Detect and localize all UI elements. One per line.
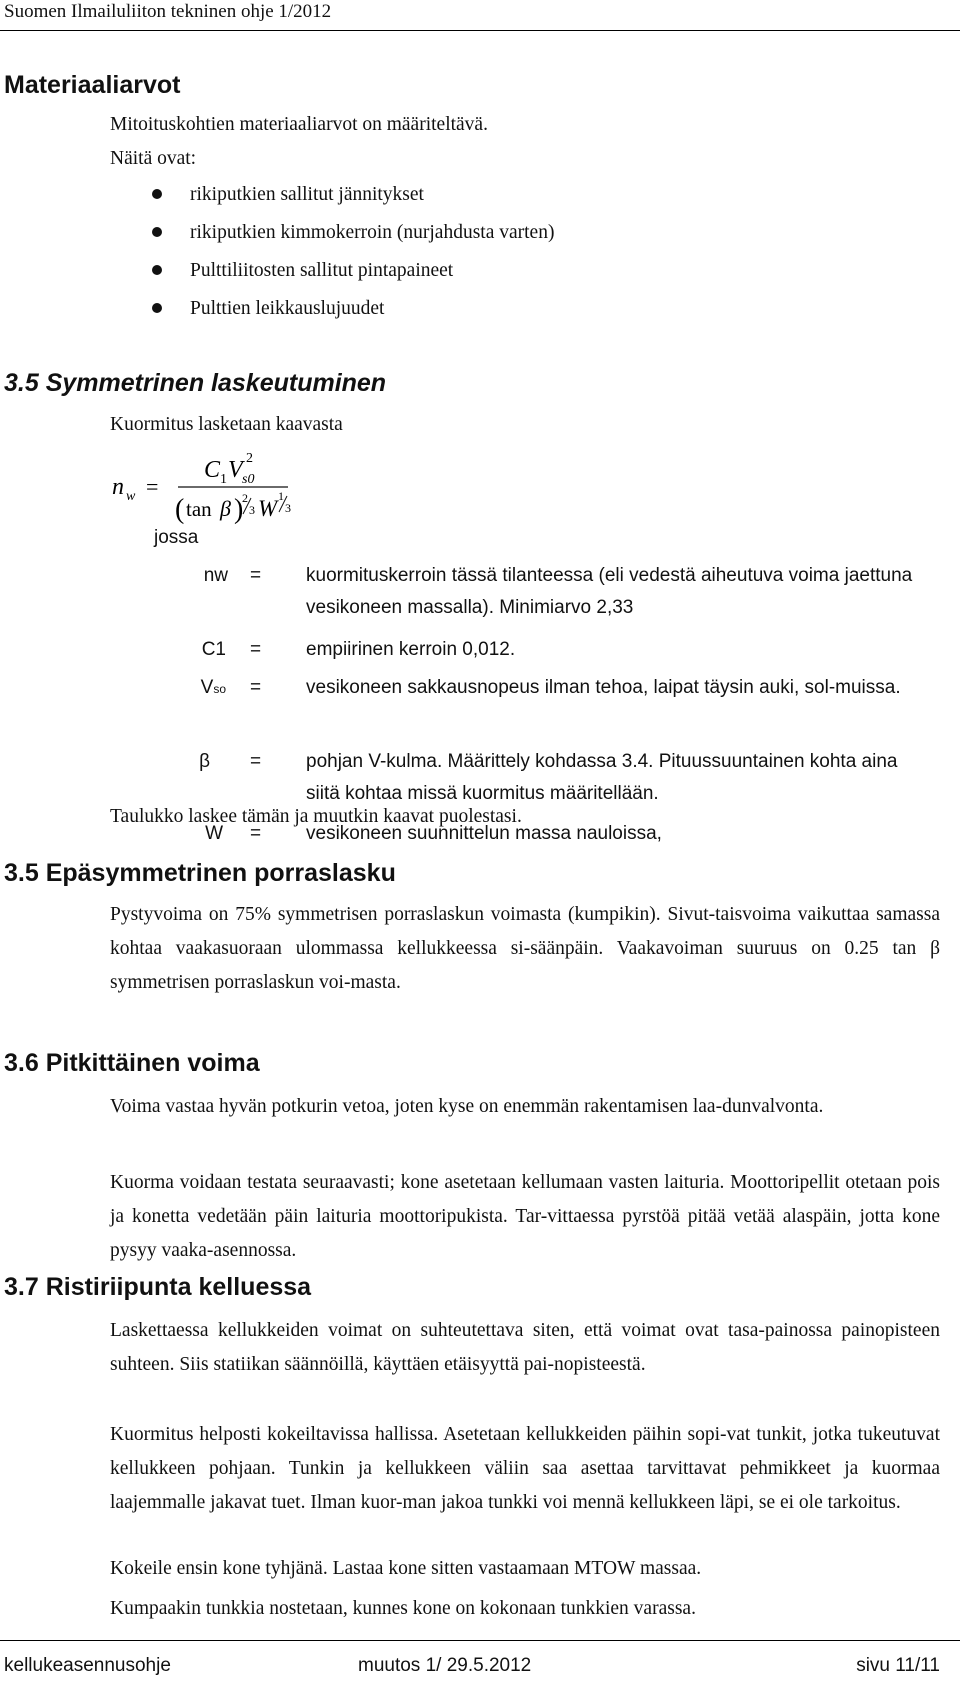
materials-bullet-list <box>110 178 554 330</box>
formula-svg <box>108 432 348 542</box>
definition-symbol: nw <box>203 565 228 586</box>
definition-text: vesikoneen suunnittelun massa nauloissa, <box>306 823 662 844</box>
definition-symbol: C1 <box>201 639 226 660</box>
bullet-icon <box>152 265 162 275</box>
definition-symbol-sub: so <box>213 682 226 696</box>
definition-equals: = <box>250 639 262 660</box>
formula-exp2-den: 3 <box>285 501 291 515</box>
definition-equals: = <box>250 565 262 586</box>
cross-brace-p3: Kokeile ensin kone tyhjänä. Lastaa kone sitten vastaamaan MTOW massaa. <box>110 1558 702 1579</box>
definition-symbol: Vso <box>200 677 226 698</box>
bullet-icon <box>152 227 162 237</box>
formula-num-v-sup: 2 <box>246 451 253 466</box>
section-title-cross-brace: 3.7 Ristiriipunta kelluessa <box>4 1273 312 1301</box>
definition-text: empiirinen kerroin 0,012. <box>306 639 516 660</box>
section-title-symmetric-landing: 3.5 Symmetrinen laskeutuminen <box>4 369 387 397</box>
section-title-materials: Materiaaliarvot <box>4 71 181 99</box>
formula-num-v-sub: s0 <box>242 472 255 487</box>
section-title-longitudinal-force: 3.6 Pitkittäinen voima <box>4 1049 260 1077</box>
formula-beta: β <box>220 496 231 521</box>
formula-lhs: n <box>112 474 124 500</box>
definition-text: pohjan V-kulma. Määrittely kohdassa 3.4. Pituussuuntainen kohta aina siitä kohtaa missä kuormitus määritellään. <box>306 751 898 804</box>
formula-exp2-num: 1 <box>278 489 284 503</box>
bullet-icon <box>152 303 162 313</box>
formula-num-c: C <box>204 457 221 483</box>
formula-exp1-den: 3 <box>249 503 255 517</box>
formula-lparen: ( <box>175 494 185 525</box>
longitudinal-p2: Kuorma voidaan testata seuraavasti; kone asetetaan kellumaan vasten laituria. Moottoripellit otetaan pois ja konetta vedetään päin laituria moottoripukista. Tar-vittaessa pyrstöä pitää vetää alaspäin, jotta kone pysyy vaaka-asennossa. <box>110 1172 940 1261</box>
footer-document-name: kellukeasennusohje <box>4 1655 171 1676</box>
cross-brace-p2: Kuormitus helposti kokeiltavissa hallissa. Asetetaan kellukkeiden päihin sopi-vat tunkit, jotka tukeutuvat kellukkeen pohjaan. Tunkin ja kellukkeen väliin saa asettaa tarvittavat pehmikkeet ja kuormaa laajemmalle jakavat tuet. Ilman kuor-man jakoa tunkki voi mennä kellukkeen läpi, se ei ole tarkoitus. <box>110 1424 940 1513</box>
list-item: Pulttien leikkauslujuudet <box>110 292 554 330</box>
formula-lhs-sub: w <box>126 489 136 504</box>
list-item: rikiputkien sallitut jännitykset <box>110 178 554 216</box>
definition-text: kuormituskerroin tässä tilanteessa (eli vedestä aiheutuva voima jaettuna vesikoneen massalla). Minimiarvo 2,33 <box>306 565 913 618</box>
list-item: rikiputkien kimmokerroin (nurjahdusta varten) <box>110 216 554 254</box>
section-title-asymmetric-landing: 3.5 Epäsymmetrinen porraslasku <box>4 859 396 887</box>
longitudinal-p1: Voima vastaa hyvän potkurin vetoa, joten kyse on enemmän rakentamisen laa-dunvalvonta. <box>110 1096 824 1117</box>
definition-text: vesikoneen sakkausnopeus ilman tehoa, laipat täysin auki, sol-muissa. <box>306 677 901 698</box>
page-header <box>0 0 960 31</box>
definition-equals: = <box>250 823 262 844</box>
formula-w: W <box>258 496 278 521</box>
sym-landing-intro: Kuormitus lasketaan kaavasta <box>110 414 343 435</box>
load-factor-formula <box>108 432 348 542</box>
cross-brace-p4: Kumpaakin tunkkia nostetaan, kunnes kone on kokonaan tunkkien varassa. <box>110 1598 696 1619</box>
footer-page-number: sivu 11/11 <box>856 1655 940 1676</box>
formula-num-c-sub: 1 <box>220 472 227 487</box>
definition-equals: = <box>250 677 262 698</box>
definition-symbol: β <box>199 751 210 772</box>
asym-landing-text: Pystyvoima on 75% symmetrisen porraslaskun voimasta (kumpikin). Sivut-taisvoima vaikuttaa samassa kohtaa vaakasuoraan ulommassa kellukkeessa si-säänpäin. Vaakavoiman suuruus on 0.25 tan β symmetrisen porraslaskun voi-masta. <box>110 904 940 993</box>
materials-lead: Näitä ovat: <box>110 148 197 169</box>
list-item: Pulttiliitosten sallitut pintapaineet <box>110 254 554 292</box>
header-title: Suomen Ilmailuliiton tekninen ohje 1/2012 <box>4 1 332 22</box>
table-note: Taulukko laskee tämän ja muutkin kaavat puolestasi. <box>110 806 522 827</box>
bullet-icon <box>152 189 162 199</box>
formula-where-label: jossa <box>154 527 199 548</box>
footer-revision: muutos 1/ 29.5.2012 <box>358 1655 532 1676</box>
definition-equals: = <box>250 751 262 772</box>
formula-num-v: V <box>228 457 243 483</box>
definition-symbol: W <box>205 823 223 844</box>
formula-equals: = <box>146 474 159 499</box>
page-footer <box>0 1640 960 1697</box>
formula-rparen: ) <box>234 494 244 525</box>
cross-brace-p1: Laskettaessa kellukkeiden voimat on suhteutettava siten, että voimat ovat tasa-painossa painopisteen suhteen. Siis statiikan säännöillä, käyttäen etäisyyttä pai-nopisteestä. <box>110 1320 940 1375</box>
formula-exp1-num: 2 <box>242 491 248 505</box>
formula-tan: tan <box>186 497 212 521</box>
materials-intro: Mitoituskohtien materiaaliarvot on määriteltävä. <box>110 114 488 135</box>
